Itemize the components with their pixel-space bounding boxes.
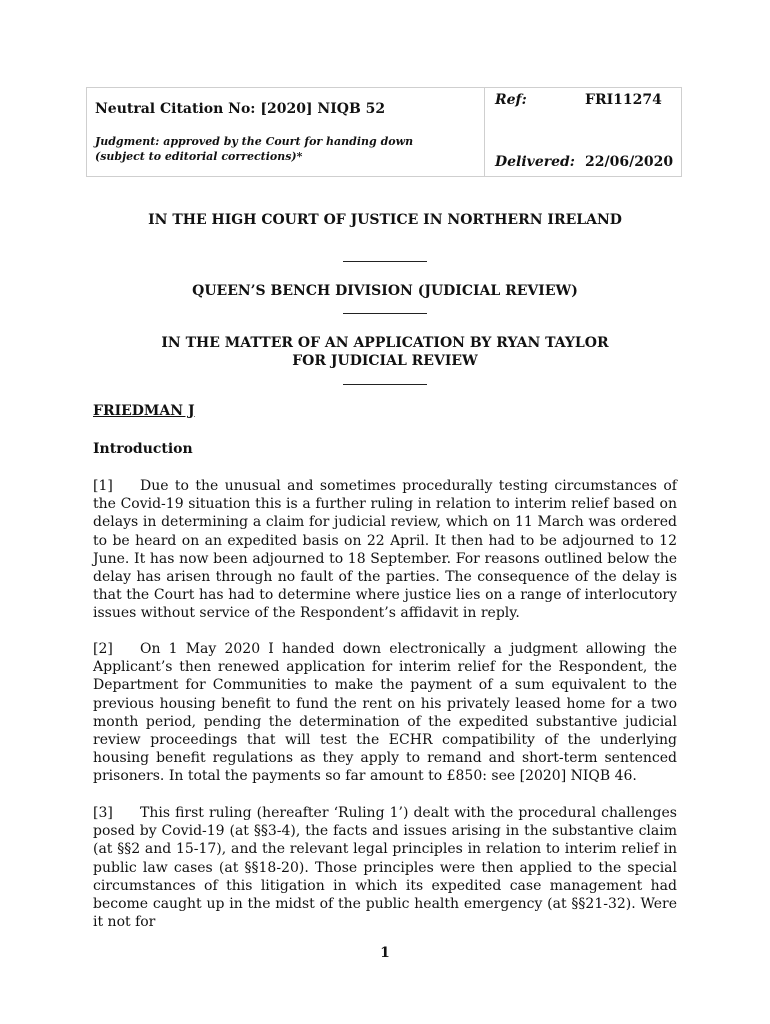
paragraph-text: This first ruling (hereafter ‘Ruling 1’) dealt with the procedural challenges posed by Covid-19 (at §§3-4), the facts and issues arising in the substantive claim (at §§2 and 15-17), and the relevant legal principles in relation to interim relief in public law cases (at §§18-20). Those principles were then applied to the special circumstances of this litigation in which its expedited case management had become caught up in the midst of the public health emergency (at §§21-32). Were it not for [93, 805, 677, 931]
paragraph-3 [93, 804, 677, 931]
matter-heading-line-1: IN THE MATTER OF AN APPLICATION BY RYAN TAYLOR [161, 335, 609, 351]
section-title: Introduction [93, 441, 193, 457]
divider-rule-3 [343, 384, 427, 385]
ref-value: FRI11274 [585, 92, 662, 108]
approval-note [95, 134, 413, 164]
delivered-value: 22/06/2020 [585, 154, 674, 170]
header-right-cell [485, 88, 681, 176]
paragraph-number: [1] [93, 478, 113, 494]
approval-line-1: Judgment: approved by the Court for handing down [95, 135, 414, 148]
delivered-label: Delivered: [495, 154, 575, 170]
ref-label: Ref: [495, 92, 527, 108]
divider-rule-1 [343, 261, 427, 262]
division-heading: QUEEN’S BENCH DIVISION (JUDICIAL REVIEW) [192, 283, 578, 299]
paragraph-1 [93, 477, 677, 623]
header-left-cell [87, 88, 485, 176]
paragraph-text: On 1 May 2020 I handed down electronically a judgment allowing the Applicant’s then renewed application for interim relief for the Respondent, the Department for Communities to make the payment of a sum equivalent to the previous housing benefit to fund the rent on his privately leased home for a two month period, pending the determination of the expedited substantive judicial review proceedings that will test the ECHR compatibility of the underlying housing benefit regulations as they apply to remand and short-term sentenced prisoners. In total the payments so far amount to £850: see [2020] NIQB 46. [93, 641, 677, 785]
matter-heading-line-2: FOR JUDICIAL REVIEW [292, 353, 478, 369]
divider-rule-2 [343, 313, 427, 314]
paragraph-text: Due to the unusual and sometimes procedurally testing circumstances of the Covid-19 situation this is a further ruling in relation to interim relief based on delays in determining a claim for judicial review, which on 11 March was ordered to be heard on an expedited basis on 22 April. It then had to be adjourned to 12 June. It has now been adjourned to 18 September. For reasons outlined below the delay has arisen through no fault of the parties. The consequence of the delay is that the Court has had to determine where justice lies on a range of interlocutory issues without service of the Respondent’s affidavit in reply. [93, 478, 677, 622]
header-table [86, 87, 682, 177]
paragraph-2 [93, 640, 677, 786]
paragraph-number: [2] [93, 641, 113, 657]
paragraph-number: [3] [93, 805, 113, 821]
neutral-citation: Neutral Citation No: [2020] NIQB 52 [95, 101, 386, 117]
approval-line-2: (subject to editorial corrections)* [95, 150, 303, 163]
judge-name: FRIEDMAN J [93, 403, 195, 419]
page-number: 1 [380, 945, 390, 961]
court-heading: IN THE HIGH COURT OF JUSTICE IN NORTHERN IRELAND [148, 212, 622, 228]
